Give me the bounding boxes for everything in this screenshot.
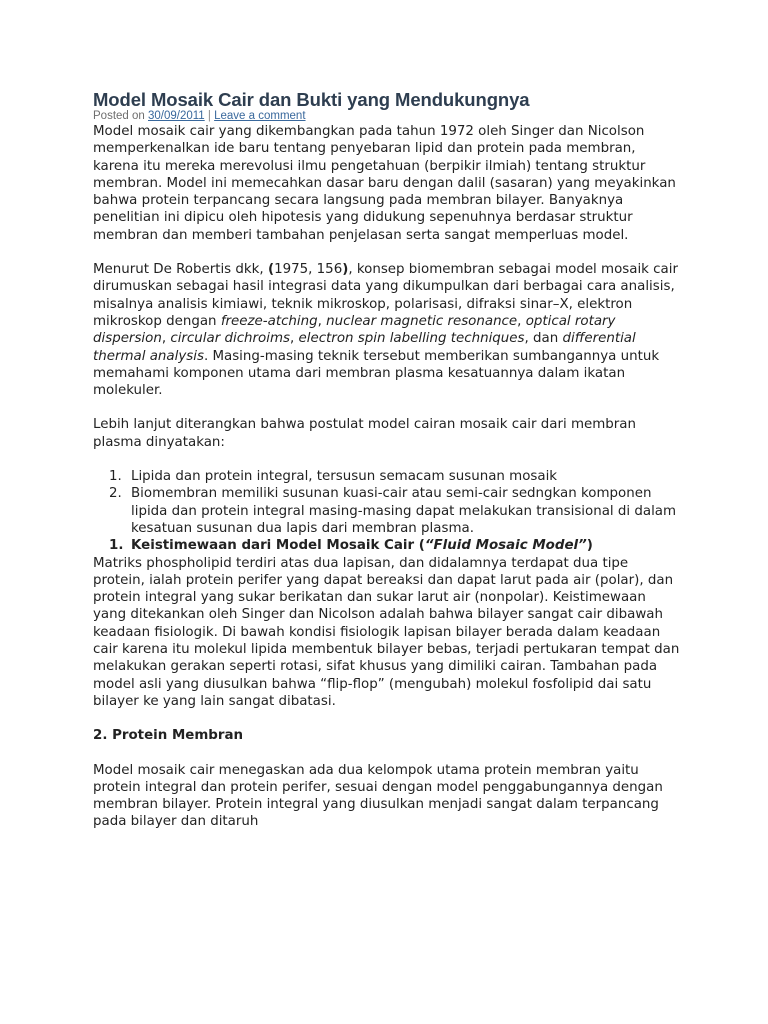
paragraph-de-robertis xyxy=(93,261,683,399)
list-item xyxy=(93,485,683,537)
citation: 1975, 156 xyxy=(274,262,343,278)
paragraph-matriks: Matriks phospholipid terdiri atas dua lapisan, dan didalamnya terdapat dua tipe protein, ialah protein perifer yang dapat bereaksi dan dapat larut pada air (polar), dan protein integral yang sukar berikatan dan sukar larut air (nonpolar). Keistimewaan yang ditekankan oleh Singer dan Nicolson adalah bahwa bilayer sangat cair dibawah keadaan fisiologik. Di bawah kondisi fisiologik lapisan bilayer berada dalam keadaan cair karena itu molekul lipida membentuk bilayer bebas, terjadi pertukaran tempat dan melakukan gerakan seperti rotasi, sifat khusus yang dimiliki cairan. Tambahan pada model asli yang diusulkan bahwa “flip-flop” (mengubah) molekul fosfolipid dai satu bilayer ke yang lain sangat dibatasi. xyxy=(93,555,680,709)
posted-on-label: Posted on xyxy=(93,110,145,122)
paragraph-intro: Model mosaik cair yang dikembangkan pada tahun 1972 oleh Singer dan Nicolson memperkenalkan ide baru tentang penyebaran lipid dan protein pada membran, karena itu mereka merevolusi ilmu pengetahuan (berpikir ilmiah) tentang struktur membran. Model ini memecahkan dasar baru dengan dalil (sasaran) yang meyakinkan bahwa protein terpancang secara langsung pada membran bilayer. Banyaknya penelitian ini dipicu oleh hipotesis yang didukung sepenuhnya berdasar struktur membran dan memberi tambahan penjelasan serta sangat memperluas model. xyxy=(93,124,676,243)
italic-term: differential thermal analysis xyxy=(93,331,636,364)
text-run: . Masing-masing teknik tersebut memberikan sumbangannya untuk memahami komponen utama dari membran plasma kesatuannya dalam ikatan molekuler. xyxy=(93,348,660,399)
italic-term: freeze-atching xyxy=(220,313,318,329)
list-item-text: Lipida dan protein integral, tersusun semacam susunan mosaik xyxy=(131,469,558,485)
meta-separator: | xyxy=(207,110,211,122)
text-run: , dan xyxy=(524,331,563,347)
text-run: , konsep biomembran sebagai model mosaik cair dirumuskan sebagai hasil integrasi data yang dikumpulkan dari berbagai cara analisis, misalnya analisis kimiawi, teknik mikroskop, polarisasi, difraksi sinar–X, elektron mikroskop dengan xyxy=(93,262,678,329)
text-run: , xyxy=(517,313,526,329)
heading-text: ) xyxy=(586,538,593,554)
text-run: , xyxy=(317,313,327,329)
text-run: Menurut De Robertis dkk, xyxy=(93,262,268,278)
heading-italic: “Fluid Mosaic Model” xyxy=(424,538,587,554)
text-run: , xyxy=(289,331,299,347)
list-item xyxy=(93,468,683,485)
list-number: 1. xyxy=(109,469,122,485)
article-title: Model Mosaik Cair dan Bukti yang Mendukungnya xyxy=(93,89,530,110)
post-meta xyxy=(93,110,683,123)
post-date-link[interactable]: 30/09/2011 xyxy=(148,110,205,122)
italic-term: circular dichroims xyxy=(170,331,290,347)
leave-comment-link[interactable]: Leave a comment xyxy=(214,110,306,122)
section-heading-2: 2. Protein Membran xyxy=(93,728,244,744)
italic-term: nuclear magnetic resonance xyxy=(326,313,518,329)
italic-term: electron spin labelling techniques xyxy=(298,331,525,347)
article xyxy=(93,90,683,831)
paragraph-protein: Model mosaik cair menegaskan ada dua kelompok utama protein membran yaitu protein integral dan protein perifer, sesuai dengan model penggabungannya dengan membran bilayer. Protein integral yang diusulkan menjadi sangat dalam terpancang pada bilayer dan ditaruh xyxy=(93,762,663,830)
paragraph-postulat: Lebih lanjut diterangkan bahwa postulat model cairan mosaik cair dari membran plasma dinyatakan: xyxy=(93,417,636,450)
text-run: ) xyxy=(342,262,349,278)
text-run: , xyxy=(161,331,171,347)
heading-text: Keistimewaan dari Model Mosaik Cair ( xyxy=(131,538,425,554)
text-run: ( xyxy=(267,262,275,278)
postulate-list xyxy=(93,468,683,554)
italic-term: optical rotary dispersion xyxy=(93,313,616,347)
list-number: 2. xyxy=(109,486,122,502)
list-number: 1. xyxy=(109,538,124,554)
section-heading-1 xyxy=(93,537,683,554)
list-item-text: Biomembran memiliki susunan kuasi-cair atau semi-cair sedngkan komponen lipida dan protein integral masing-masing dapat melakukan transisional di dalam kesatuan susunan dua lapis dari membran plasma. xyxy=(131,486,677,536)
